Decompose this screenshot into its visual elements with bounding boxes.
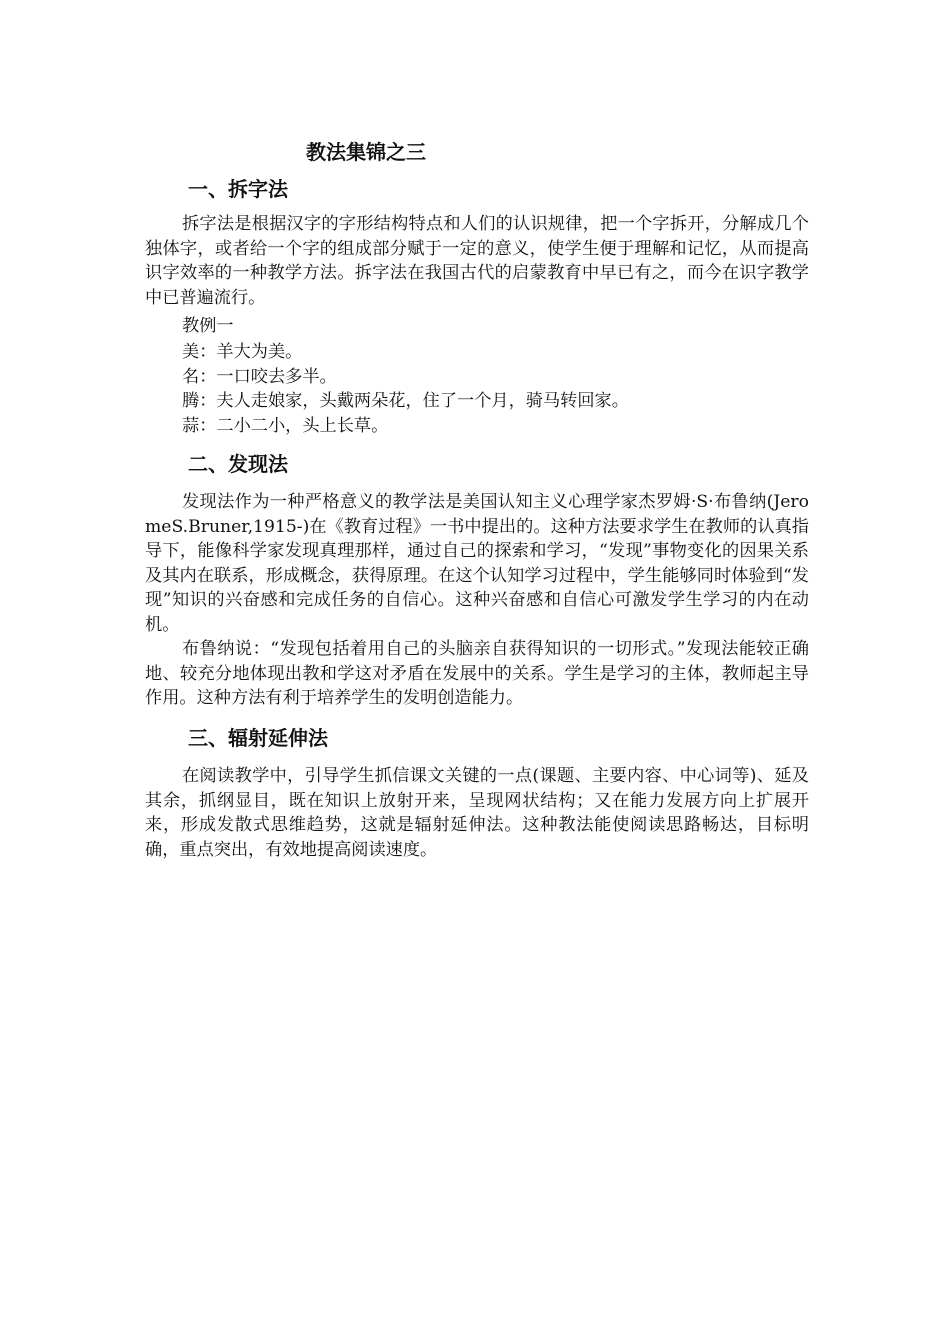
section-heading-faxian: 二、发现法 <box>188 452 288 476</box>
example-item-suan: 蒜：二小二小，头上长草。 <box>182 416 389 436</box>
section-heading-chaizi: 一、拆字法 <box>188 177 288 201</box>
section-paragraph-faxian-2: 布鲁纳说：“发现包括着用自己的头脑亲自获得知识的一切形式。”发现法能较正确地、较充分地体现出教和学这对矛盾在发展中的关系。学生是学习的主体，教师起主导作用。这种方法有利于培养学生的发明创造能力。 <box>145 639 809 708</box>
section-paragraph-fushe: 在阅读教学中，引导学生抓信课文关键的一点(课题、主要内容、中心词等)、延及其余，抓纲显目，既在知识上放射开来，呈现网状结构；又在能力发展方向上扩展开来，形成发散式思维趋势，这就是辐射延伸法。这种教法能使阅读思路畅达，目标明确，重点突出，有效地提高阅读速度。 <box>145 766 809 860</box>
document-title: 教法集锦之三 <box>306 140 426 164</box>
example-item-mei: 美：羊大为美。 <box>182 342 303 362</box>
section-paragraph-faxian-1: 发现法作为一种严格意义的教学法是美国认知主义心理学家杰罗姆·S·布鲁纳(JeromeS.Bruner,1915-)在《教育过程》一书中提出的。这种方法要求学生在教师的认真指导下，能像科学家发现真理那样，通过自己的探索和学习，“发现”事物变化的因果关系及其内在联系，形成概念，获得原理。在这个认知学习过程中，学生能够同时体验到“发现”知识的兴奋感和完成任务的自信心。这种兴奋感和自信心可激发学生学习的内在动机。 <box>145 492 809 635</box>
example-item-ming: 名：一口咬去多半。 <box>182 367 337 387</box>
section-paragraph-chaizi: 拆字法是根据汉字的字形结构特点和人们的认识规律，把一个字拆开，分解成几个独体字，或者给一个字的组成部分赋于一定的意义，使学生便于理解和记忆，从而提高识字效率的一种教学方法。拆字法在我国古代的启蒙教育中早已有之，而今在识字教学中已普遍流行。 <box>145 214 809 308</box>
example-label: 教例一 <box>182 316 234 336</box>
example-item-teng: 腾：夫人走娘家，头戴两朵花，住了一个月，骑马转回家。 <box>182 391 629 411</box>
section-heading-fushe: 三、辐射延伸法 <box>188 726 328 750</box>
